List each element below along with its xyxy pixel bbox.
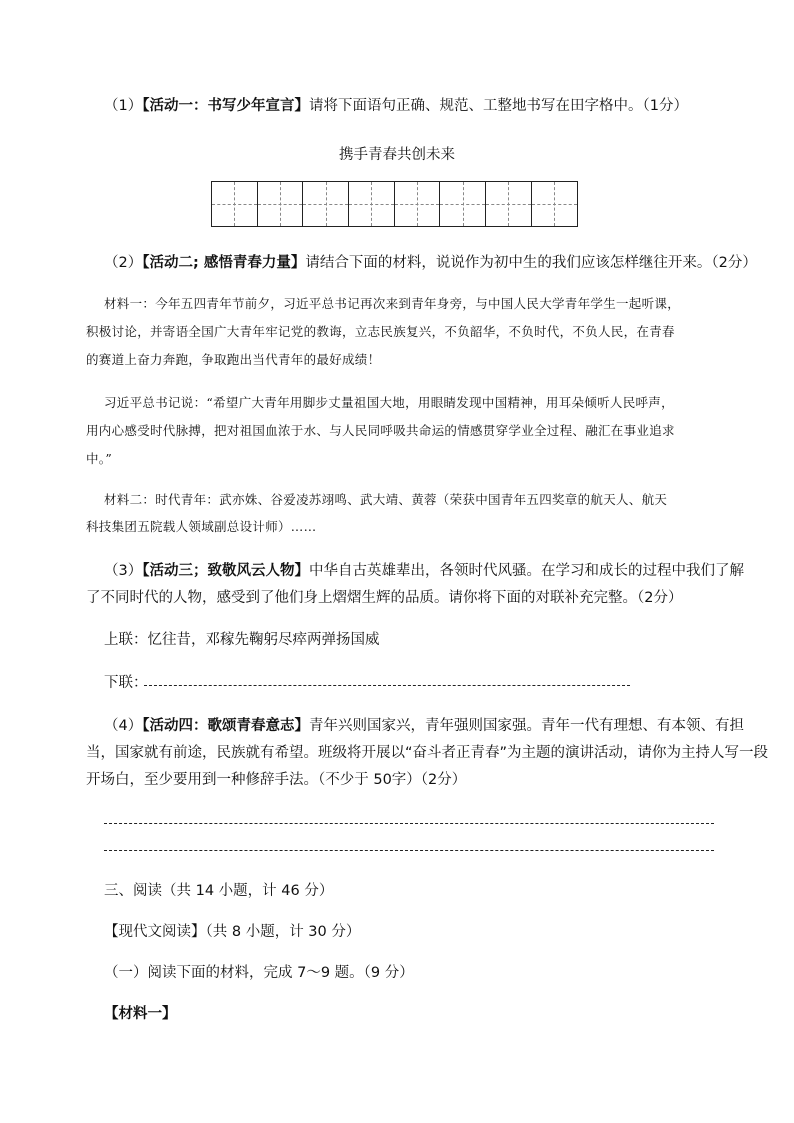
quote-line-2: 用内心感受时代脉搏，把对祖国血浓于水、与人民同呼吸共命运的情感贯穿学业全过程、融汇在事业追求: [86, 423, 675, 438]
material1-line-2: 积极讨论，并寄语全国广大青年牢记党的教诲，立志民族复兴，不负韶华，不负时代，不负人民，在青春: [86, 324, 675, 339]
q4-prompt-line-1: [104, 716, 744, 736]
grid-cell[interactable]: [486, 181, 532, 227]
q4-answer-line-2[interactable]: [104, 850, 714, 851]
material2-line-1: 材料二：时代青年：武亦姝、谷爱凌苏翊鸣、武大靖、黄蓉（荣获中国青年五四奖章的航天人、航天: [104, 492, 668, 507]
couplet-lower-answer-line[interactable]: [144, 685, 630, 686]
q2-prompt: [104, 253, 757, 273]
material2-line-2: 科技集团五院载人领域副总设计师）……: [86, 519, 317, 534]
slogan-text: 携手青春共创未来: [339, 147, 455, 163]
q3-number: （3）: [104, 563, 143, 579]
reading-part1-instruction: （一）阅读下面的材料，完成 7～9 题。（9 分）: [104, 965, 414, 981]
grid-cell[interactable]: [303, 181, 349, 227]
q4-activity-tag: 【活动四：歌颂青春意志】: [142, 718, 309, 734]
grid-cell[interactable]: [349, 181, 395, 227]
q3-activity-tag: 【活动三；致敬风云人物】: [142, 563, 309, 579]
q1-instruction: 请将下面语句正确、规范、工整地书写在田字格中。（1分）: [308, 98, 688, 114]
q2-activity-tag: 【活动二; 感悟青春力量】: [142, 255, 306, 271]
material1-line-1: 材料一：今年五四青年节前夕，习近平总书记再次来到青年身旁，与中国人民大学青年学生一起听课，: [104, 296, 681, 311]
section3-title: 三、阅读（共 14 小题，计 46 分）: [104, 883, 334, 899]
q4-instruction-1: 青年兴则国家兴，青年强则国家强。青年一代有理想、有本领、有担: [308, 718, 744, 734]
quote-line-3: 中。”: [86, 451, 113, 466]
grid-cell[interactable]: [258, 181, 304, 227]
q1-number: （1）: [104, 98, 143, 114]
grid-cell[interactable]: [212, 181, 258, 227]
grid-cell[interactable]: [440, 181, 486, 227]
q2-instruction: 请结合下面的材料，说说作为初中生的我们应该怎样继往开来。（2分）: [305, 255, 757, 271]
q1-prompt: [104, 96, 688, 116]
modern-reading-heading: 【现代文阅读】（共 8 小题，计 30 分）: [104, 924, 361, 940]
material-one-label: 【材料一】: [104, 1006, 177, 1022]
grid-cell[interactable]: [395, 181, 441, 227]
q4-prompt-line-3: 开场白，至少要用到一种修辞手法。（不少于 50字）（2分）: [86, 772, 467, 788]
q4-number: （4）: [104, 718, 143, 734]
q1-activity-tag: 【活动一：书写少年宣言】: [142, 98, 309, 114]
quote-line-1: 习近平总书记说：“希望广大青年用脚步丈量祖国大地，用眼睛发现中国精神，用耳朵倾听人民呼声，: [104, 395, 674, 410]
q3-prompt-line-1: [104, 561, 744, 581]
q4-prompt-line-2: 当，国家就有前途，民族就有希望。班级将开展以“奋斗者正青春”为主题的演讲活动，请你为主持人写一段: [86, 745, 769, 761]
grid-cell[interactable]: [532, 181, 578, 227]
q4-answer-line-1[interactable]: [104, 823, 714, 824]
material1-line-3: 的赛道上奋力奔跑，争取跑出当代青年的最好成绩！: [86, 352, 381, 367]
material-one-title: [104, 1004, 177, 1024]
q3-prompt-line-2: 了不同时代的人物，感受到了他们身上熠熠生辉的品质。请你将下面的对联补充完整。（2分）: [86, 590, 683, 606]
tianzige-grid[interactable]: [211, 181, 586, 227]
q3-instruction-1: 中华自古英雄辈出，各领时代风骚。在学习和成长的过程中我们了解: [308, 563, 744, 579]
couplet-lower-label: 下联：: [104, 675, 148, 691]
couplet-upper: 上联：忆往昔，邓稼先鞠躬尽瘁两弹扬国威: [104, 632, 380, 648]
q2-number: （2）: [104, 255, 143, 271]
